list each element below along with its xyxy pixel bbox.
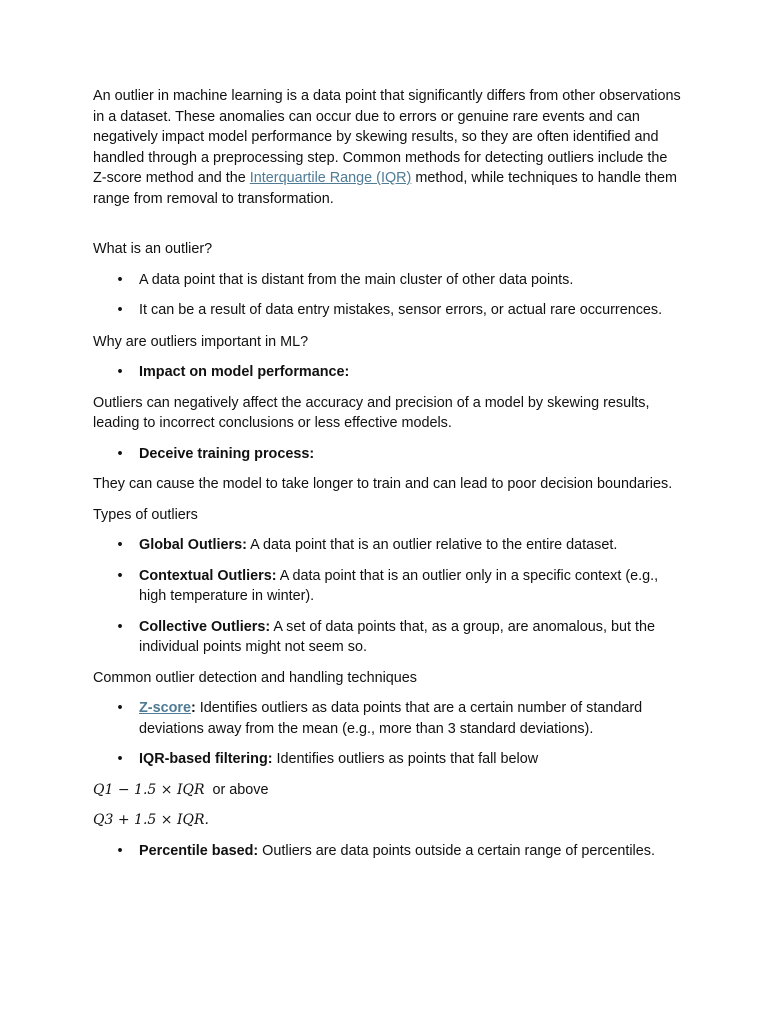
list-item-label: IQR-based filtering: [139, 751, 273, 767]
iqr-link[interactable]: Interquartile Range (IQR) [249, 170, 412, 186]
types-list [93, 535, 683, 658]
bullet-icon: • [117, 700, 123, 716]
techniques-list-2 [93, 841, 683, 862]
outlier-definition-list [93, 270, 683, 321]
list-item [93, 749, 683, 770]
section-heading-types: Types of outliers [93, 506, 198, 523]
bullet-icon: • [117, 567, 123, 584]
bullet-icon: • [117, 271, 123, 288]
formula-minus: − [113, 781, 135, 798]
training-paragraph: They can cause the model to take longer to train and can lead to poor decision boundaries. [93, 476, 673, 492]
formula-plus: + [113, 812, 135, 828]
intro-paragraph [93, 86, 683, 209]
section-heading-techniques: Common outlier detection and handling techniques [93, 669, 418, 686]
list-item-label: Percentile based: [139, 842, 259, 859]
importance-list-1 [93, 362, 683, 383]
list-item-text: A data point that is an outlier only in a specific context (e.g., high temperature in winter). [139, 567, 659, 604]
zscore-colon: : [190, 700, 196, 716]
formula-period: . [204, 812, 209, 828]
list-item-label: Deceive training process: [139, 445, 315, 462]
list-item-text: A data point that is an outlier relative to the entire dataset. [246, 537, 618, 553]
zscore-link[interactable]: Z-score [139, 700, 191, 716]
formula-upper-bound [93, 810, 683, 831]
intro-text-end: method, while techniques to handle them range from removal to transformation. [93, 170, 677, 207]
bullet-icon: • [117, 618, 123, 635]
list-item [93, 617, 683, 658]
list-item [93, 698, 683, 739]
formula-times: × [156, 812, 177, 828]
list-item [93, 300, 683, 321]
list-item [93, 444, 683, 465]
bullet-icon: • [117, 302, 123, 318]
formula-iqr: IQR [176, 781, 205, 798]
bullet-icon: • [117, 751, 123, 767]
bullet-icon: • [117, 445, 123, 462]
formula-times: × [156, 781, 177, 798]
document-body [93, 86, 683, 861]
list-item-text: Identifies outliers as points that fall below [272, 751, 539, 767]
bullet-icon: • [117, 364, 123, 380]
formula-factor: 1.5 [134, 812, 157, 828]
list-item [93, 841, 683, 862]
list-item-text: It can be a result of data entry mistakes, sensor errors, or actual rare occurrences. [139, 302, 663, 318]
techniques-list [93, 698, 683, 770]
list-item [93, 362, 683, 383]
formula-q3: Q3 [93, 812, 114, 828]
list-item-label: Global Outliers: [139, 537, 247, 553]
list-item [93, 535, 683, 556]
formula-tail: or above [204, 781, 269, 798]
list-item [93, 566, 683, 607]
list-item-text: Outliers are data points outside a certain range of percentiles. [258, 842, 655, 859]
formula-factor: 1.5 [134, 781, 157, 798]
impact-paragraph: Outliers can negatively affect the accuracy and precision of a model by skewing results, leading to incorrect conclusions or less effective models. [93, 394, 650, 431]
list-item [93, 270, 683, 291]
list-item-text: A set of data points that, as a group, are anomalous, but the individual points might not seem so. [139, 618, 655, 655]
section-heading-what-is-outlier: What is an outlier? [93, 241, 213, 257]
intro-text: An outlier in machine learning is a data point that significantly differs from other observations in a dataset. These anomalies can occur due to errors or genuine rare events and can negatively impact model performance by skewing results, so they are often identified and handled through a preprocessing step. Common methods for detecting outliers include the Z-score method and the [93, 88, 681, 186]
bullet-icon: • [117, 842, 123, 859]
list-item-label: Impact on model performance: [139, 364, 350, 380]
formula-lower-bound [93, 780, 683, 801]
formula-iqr: IQR [176, 812, 205, 828]
list-item-label: Contextual Outliers: [139, 567, 277, 584]
importance-list-2 [93, 444, 683, 465]
formula-q1: Q1 [93, 781, 114, 798]
bullet-icon: • [117, 537, 123, 553]
list-item-text: Identifies outliers as data points that are a certain number of standard deviations away from the mean (e.g., more than 3 standard deviations). [139, 700, 643, 737]
list-item-label: Collective Outliers: [139, 618, 271, 635]
section-heading-why-important: Why are outliers important in ML? [93, 333, 309, 350]
list-item-text: A data point that is distant from the main cluster of other data points. [139, 271, 574, 288]
